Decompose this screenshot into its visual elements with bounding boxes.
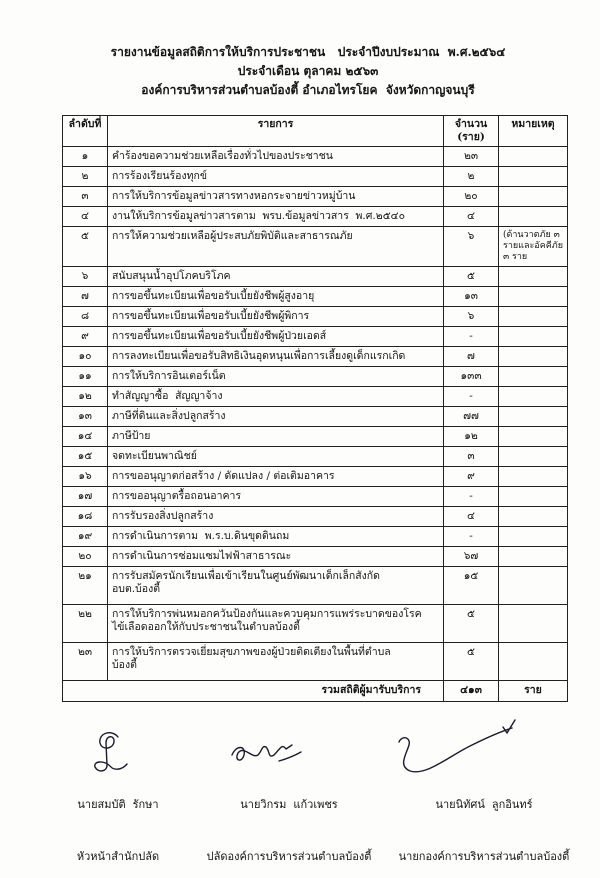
total-row (63, 681, 568, 702)
row-note (499, 207, 568, 227)
column-header-number: ลำดับที่ (63, 116, 108, 147)
row-item: การดำเนินการตาม พ.ร.บ.ดินขุดดินถม (108, 527, 444, 547)
row-item: การขอขึ้นทะเบียนเพื่อขอรับเบี้ยยังชีพผู้ป่วยเอดส์ (108, 327, 444, 347)
row-number: ๕ (63, 227, 108, 267)
table-row (63, 267, 568, 287)
row-count: ๒๐ (444, 187, 499, 207)
row-item: การขออนุญาตก่อสร้าง / ดัดแปลง / ต่อเติมอาคาร (108, 467, 444, 487)
row-item: จดทะเบียนพาณิชย์ (108, 447, 444, 467)
row-number: ๗ (63, 287, 108, 307)
row-item: การให้บริการตรวจเยี่ยมสุขภาพของผู้ป่วยติดเตียงในพื้นที่ตำบล บ้องตี้ (108, 643, 444, 681)
signer-role: หัวหน้าสำนักปลัด (76, 850, 160, 863)
table-row (63, 167, 568, 187)
row-note (499, 307, 568, 327)
table-row (63, 147, 568, 167)
row-number: ๑๖ (63, 467, 108, 487)
row-count: ๖๗ (444, 547, 499, 567)
signer-name: นายนิทัศน์ ลูกอินทร์ (435, 798, 533, 811)
row-item: คำร้องขอความช่วยเหลือเรื่องทั่วไปของประชาชน (108, 147, 444, 167)
signer-role: นายกองค์การบริหารส่วนตำบลบ้องตี้ (398, 850, 570, 863)
table-row (63, 347, 568, 367)
statistics-table (62, 115, 568, 702)
row-number: ๑๓ (63, 407, 108, 427)
row-number: ๓ (63, 187, 108, 207)
row-note (499, 327, 568, 347)
row-number: ๒๑ (63, 567, 108, 605)
table-row (63, 367, 568, 387)
row-note (499, 367, 568, 387)
row-count: ๗ (444, 347, 499, 367)
row-count: ๑๓ (444, 287, 499, 307)
row-count: ๒ (444, 167, 499, 187)
signer-role: ปลัดองค์การบริหารส่วนตำบลบ้องตี้ (206, 850, 372, 863)
row-item: ทำสัญญาซื้อ สัญญาจ้าง (108, 387, 444, 407)
row-item: การร้องเรียนร้องทุกข์ (108, 167, 444, 187)
row-number: ๑๗ (63, 487, 108, 507)
table-row (63, 207, 568, 227)
row-item: การลงทะเบียนเพื่อขอรับสิทธิเงินอุดหนุนเพื่อการเลี้ยงดูเด็กแรกเกิด (108, 347, 444, 367)
row-number: ๑๐ (63, 347, 108, 367)
row-count: ๖ (444, 307, 499, 327)
row-note (499, 347, 568, 367)
row-number: ๑ (63, 147, 108, 167)
table-row (63, 487, 568, 507)
row-note (499, 527, 568, 547)
table-row (63, 547, 568, 567)
table-row (63, 187, 568, 207)
row-number: ๘ (63, 307, 108, 327)
row-note (499, 547, 568, 567)
table-row (63, 287, 568, 307)
total-count: ๔๑๓ (444, 681, 499, 702)
row-count: ๒๓ (444, 147, 499, 167)
table-row (63, 387, 568, 407)
signatures-drawing (0, 715, 600, 775)
row-number: ๑๒ (63, 387, 108, 407)
row-number: ๑๙ (63, 527, 108, 547)
row-count: ๑๕ (444, 567, 499, 605)
row-number: ๒๒ (63, 605, 108, 643)
report-period: ประจำเดือน ตุลาคม ๒๕๖๓ (237, 64, 379, 78)
row-note (499, 427, 568, 447)
signer-name: นายวิกรม แก้วเพชร (240, 798, 338, 811)
row-item: การขอขึ้นทะเบียนเพื่อขอรับเบี้ยยังชีพผู้พิการ (108, 307, 444, 327)
row-number: ๙ (63, 327, 108, 347)
row-note: (ด้านวาตภัย ๓ รายและอัคคีภัย ๓ ราย (499, 227, 568, 267)
row-number: ๔ (63, 207, 108, 227)
table-row (63, 327, 568, 347)
row-note (499, 447, 568, 467)
row-item: การขอขึ้นทะเบียนเพื่อขอรับเบี้ยยังชีพผู้สูงอายุ (108, 287, 444, 307)
row-note (499, 387, 568, 407)
report-title: รายงานข้อมูลสถิติการให้บริการประชาชน ประจำปีงบประมาณ พ.ศ.๒๕๖๔ (110, 45, 506, 59)
row-count: ๖ (444, 227, 499, 267)
row-item: ภาษีป้าย (108, 427, 444, 447)
table-row (63, 643, 568, 681)
row-item: ภาษีที่ดินและสิ่งปลูกสร้าง (108, 407, 444, 427)
table-row (63, 605, 568, 643)
column-header-count: จำนวน (ราย) (444, 116, 499, 147)
row-number: ๑๑ (63, 367, 108, 387)
row-note (499, 605, 568, 643)
row-number: ๖ (63, 267, 108, 287)
signature-middle (232, 745, 301, 761)
report-organization: องค์การบริหารส่วนตำบลบ้องตี้ อำเภอไทรโยค จังหวัดกาญจนบุรี (141, 83, 475, 97)
row-count: - (444, 387, 499, 407)
row-count: - (444, 327, 499, 347)
row-count: - (444, 527, 499, 547)
row-item: การรับรองสิ่งปลูกสร้าง (108, 507, 444, 527)
row-count: ๓ (444, 447, 499, 467)
row-note (499, 407, 568, 427)
signer-name: นายสมบัติ รักษา (77, 798, 159, 811)
row-count: - (444, 487, 499, 507)
row-note (499, 147, 568, 167)
row-note (499, 287, 568, 307)
table-row (63, 307, 568, 327)
signature-block-middle (189, 770, 389, 878)
signature-block-left (38, 770, 198, 878)
row-item: การให้ความช่วยเหลือผู้ประสบภัยพิบัติและสาธารณภัย (108, 227, 444, 267)
row-item: การขออนุญาตรื้อถอนอาคาร (108, 487, 444, 507)
row-item: การให้บริการข้อมูลข่าวสารทางหอกระจายข่าวหมู่บ้าน (108, 187, 444, 207)
table-body (63, 147, 568, 681)
row-number: ๑๕ (63, 447, 108, 467)
row-item: การให้บริการพ่นหมอกควันป้องกันและควบคุมการแพร่ระบาดของโรค ไข้เลือดออกให้กับประชาชนในตำบลบ้องตี้ (108, 605, 444, 643)
table-row (63, 447, 568, 467)
table-header-row (63, 116, 568, 147)
table-row (63, 527, 568, 547)
row-count: ๕ (444, 267, 499, 287)
table-row (63, 407, 568, 427)
table-row (63, 467, 568, 487)
row-number: ๑๔ (63, 427, 108, 447)
row-note (499, 643, 568, 681)
row-number: ๒ (63, 167, 108, 187)
table-row (63, 567, 568, 605)
column-header-item: รายการ (108, 116, 444, 147)
row-note (499, 267, 568, 287)
row-note (499, 507, 568, 527)
row-note (499, 487, 568, 507)
table-row (63, 507, 568, 527)
row-count: ๔ (444, 207, 499, 227)
signature-left (95, 733, 127, 771)
row-item: การดำเนินการซ่อมแซมไฟฟ้าสาธารณะ (108, 547, 444, 567)
row-note (499, 167, 568, 187)
row-count: ๑๒ (444, 427, 499, 447)
total-unit: ราย (499, 681, 568, 702)
row-item: สนับสนุนน้ำอุปโภคบริโภค (108, 267, 444, 287)
row-note (499, 467, 568, 487)
row-number: ๒๓ (63, 643, 108, 681)
total-label: รวมสถิติผู้มารับบริการ (63, 681, 444, 702)
row-number: ๒๐ (63, 547, 108, 567)
table-row (63, 427, 568, 447)
row-count: ๔ (444, 507, 499, 527)
signature-right (399, 720, 515, 772)
row-note (499, 187, 568, 207)
row-number: ๑๘ (63, 507, 108, 527)
row-count: ๗๗ (444, 407, 499, 427)
table-row (63, 227, 568, 267)
row-count: ๕ (444, 605, 499, 643)
row-note (499, 567, 568, 605)
row-item: การรับสมัครนักเรียนเพื่อเข้าเรียนในศูนย์พัฒนาเด็กเล็กสังกัด อบต.บ้องตี้ (108, 567, 444, 605)
row-item: งานให้บริการข้อมูลข่าวสารตาม พรบ.ข้อมูลข่าวสาร พ.ศ.๒๕๔๐ (108, 207, 444, 227)
row-item: การให้บริการอินเตอร์เน็ต (108, 367, 444, 387)
row-count: ๑๓๓ (444, 367, 499, 387)
row-count: ๙ (444, 467, 499, 487)
row-count: ๕ (444, 643, 499, 681)
column-header-note: หมายเหตุ (499, 116, 568, 147)
signature-block-right (384, 770, 584, 878)
